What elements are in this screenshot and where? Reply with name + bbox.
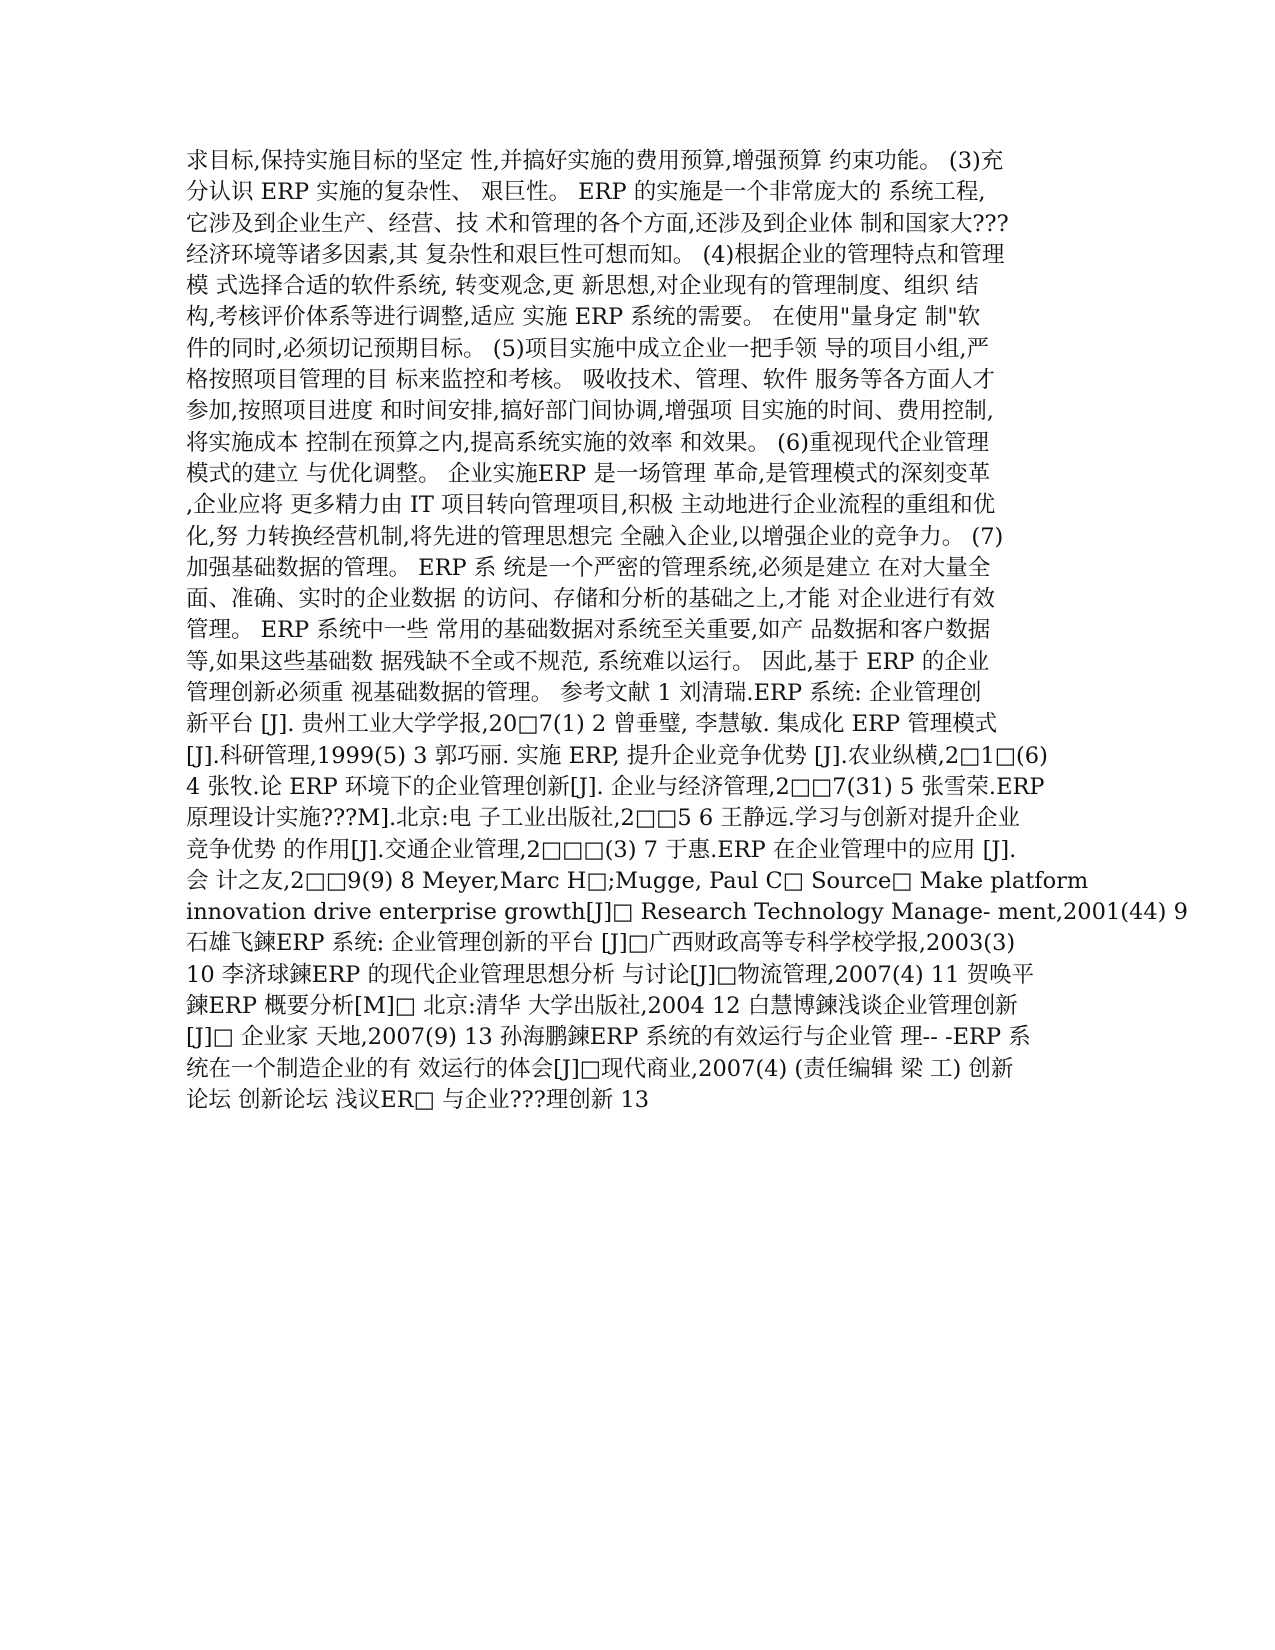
text-line: 加强基础数据的管理。 ERP 系 统是一个严密的管理系统,必须是建立 在对大量全 — [186, 554, 991, 581]
text-line: 经济环境等诸多因素,其 复杂性和艰巨性可想而知。 (4)根据企业的管理特点和管理 — [186, 241, 1005, 268]
text-line: 10 李济球鍊ERP 的现代企业管理思想分析 与讨论[J]□物流管理,2007(4) 11 贺唤平 — [186, 961, 1035, 988]
text-line: 统在一个制造企业的有 效运行的体会[J]□现代商业,2007(4) (责任编辑 梁 工) 创新 — [186, 1055, 1014, 1082]
text-line: [J]□ 企业家 天地,2007(9) 13 孙海鹏鍊ERP 系统的有效运行与企业管 理-- -ERP 系 — [186, 1024, 1031, 1051]
text-line: 模 式选择合适的软件系统, 转变观念,更 新思想,对企业现有的管理制度、组织 结 — [186, 273, 979, 300]
text-line: 论坛 创新论坛 浅议ER□ 与企业???理创新 13 — [186, 1086, 650, 1113]
text-line: 求目标,保持实施目标的坚定 性,并搞好实施的费用预算,增强预算 约束功能。 (3)充 — [186, 148, 1004, 174]
text-line: innovation drive enterprise growth[J]□ Research Technology Manage- ment,2001(44) 9 — [186, 899, 1188, 926]
text-line: 4 张牧.论 ERP 环境下的企业管理创新[J]. 企业与经济管理,2□□7(31) 5 张雪荣.ERP — [186, 773, 1045, 800]
text-line: 竞争优势 的作用[J].交通企业管理,2□□□(3) 7 于惠.ERP 在企业管理中的应用 [J]. — [186, 836, 1017, 863]
text-line: 分认识 ERP 实施的复杂性、 艰巨性。 ERP 的实施是一个非常庞大的 系统工程, — [186, 179, 986, 206]
text-line: 模式的建立 与优化调整。 企业实施ERP 是一场管理 革命,是管理模式的深刻变革 — [186, 460, 991, 487]
body-text — [186, 146, 1188, 1116]
text-line: 参加,按照项目进度 和时间安排,搞好部门间协调,增强项 目实施的时间、费用控制, — [186, 398, 994, 425]
text-line: ,企业应将 更多精力由 IT 项目转向管理项目,积极 主动地进行企业流程的重组和优 — [186, 492, 996, 519]
text-line: 新平台 [J]. 贵州工业大学学报,20□7(1) 2 曾垂璧, 李慧敏. 集成化 ERP 管理模式 — [186, 711, 998, 738]
text-line: [J].科研管理,1999(5) 3 郭巧丽. 实施 ERP, 提升企业竞争优势 [J].农业纵横,2□1□(6) — [186, 742, 1048, 769]
text-line: 石雄飞鍊ERP 系统: 企业管理创新的平台 [J]□广西财政高等专科学校学报,2003(3) — [186, 930, 1016, 957]
text-line: 它涉及到企业生产、经营、技 术和管理的各个方面,还涉及到企业体 制和国家大??? — [186, 210, 1009, 237]
text-line: 化,努 力转换经营机制,将先进的管理思想完 全融入企业,以增强企业的竞争力。 (7) — [186, 523, 1004, 550]
text-line: 会 计之友,2□□9(9) 8 Meyer,Marc H□;Mugge, Paul C□ Source□ Make platform — [186, 867, 1089, 894]
text-line: 管理创新必须重 视基础数据的管理。 参考文献 1 刘清瑞.ERP 系统: 企业管理创 — [186, 680, 982, 707]
text-line: 管理。 ERP 系统中一些 常用的基础数据对系统至关重要,如产 品数据和客户数据 — [186, 617, 991, 644]
text-line: 件的同时,必须切记预期目标。 (5)项目实施中成立企业一把手领 导的项目小组,严 — [186, 335, 989, 362]
text-line: 将实施成本 控制在预算之内,提高系统实施的效率 和效果。 (6)重视现代企业管理 — [186, 429, 989, 456]
text-line: 构,考核评价体系等进行调整,适应 实施 ERP 系统的需要。 在使用"量身定 制"软 — [186, 304, 981, 331]
text-line: 原理设计实施???M].北京:电 子工业出版社,2□□5 6 王静远.学习与创新对提升企业 — [186, 805, 1020, 832]
text-line: 面、准确、实时的企业数据 的访问、存储和分析的基础之上,才能 对企业进行有效 — [186, 586, 995, 613]
text-line: 等,如果这些基础数 据残缺不全或不规范, 系统难以运行。 因此,基于 ERP 的企业 — [186, 648, 990, 675]
text-line: 格按照项目管理的目 标来监控和考核。 吸收技术、管理、软件 服务等各方面人才 — [186, 367, 995, 394]
text-line: 鍊ERP 概要分析[M]□ 北京:清华 大学出版社,2004 12 白慧博鍊浅谈企业管理创新 — [186, 993, 1018, 1020]
